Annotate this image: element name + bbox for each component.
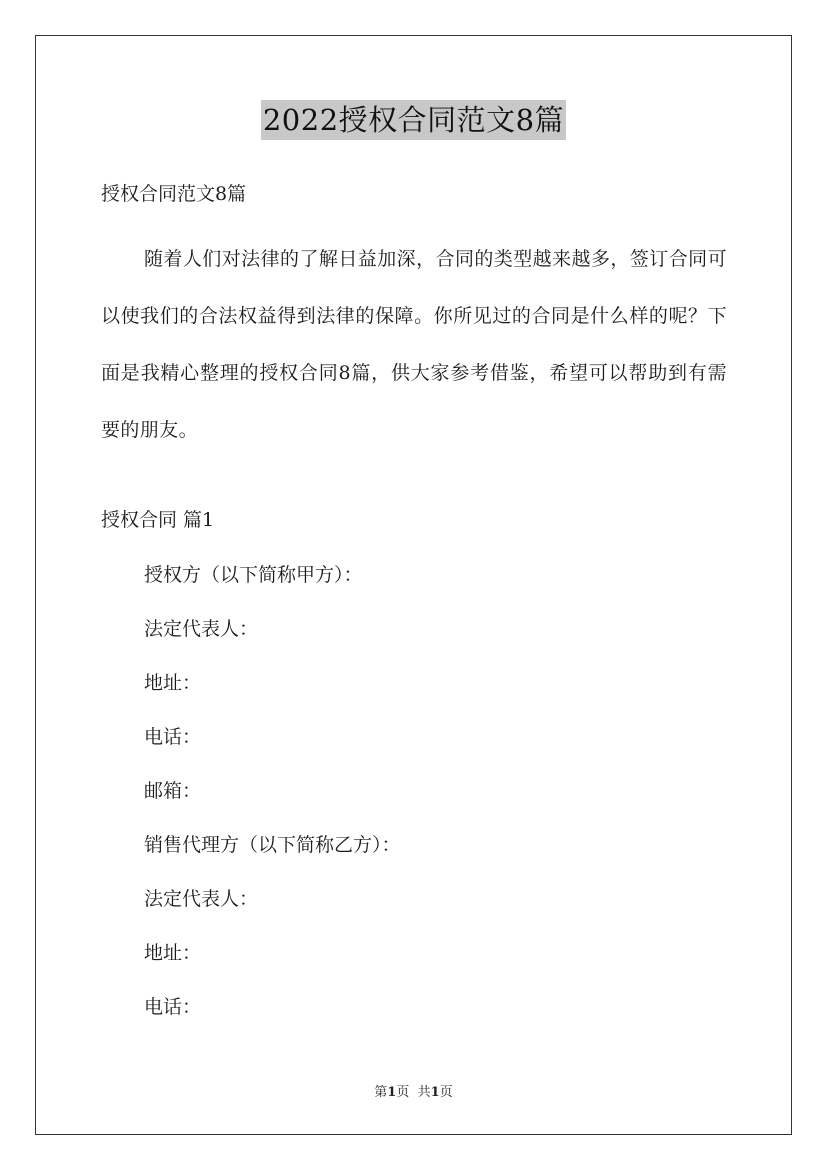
field-agent-address: 地址： <box>144 942 202 964</box>
field-agent-phone: 电话： <box>144 996 202 1018</box>
field-grantor-phone: 电话： <box>144 726 202 748</box>
field-grantor-legal-rep: 法定代表人： <box>144 618 259 640</box>
footer-page-number: 1 <box>387 1085 397 1100</box>
footer-total-suffix: 页 <box>439 1085 453 1100</box>
document-title: 2022授权合同范文8篇 <box>261 100 566 140</box>
field-agent: 销售代理方（以下简称乙方）： <box>144 834 401 856</box>
field-grantor-email: 邮箱： <box>144 780 202 802</box>
document-subtitle: 授权合同范文8篇 <box>101 183 247 205</box>
footer-total-prefix: 共 <box>417 1085 431 1100</box>
footer-page-suffix: 页 <box>396 1085 410 1100</box>
page-footer <box>0 1085 827 1101</box>
field-grantor: 授权方（以下简称甲方）： <box>144 564 363 586</box>
section-heading: 授权合同 篇1 <box>101 509 215 531</box>
title-container <box>0 100 827 140</box>
footer-page-prefix: 第 <box>374 1085 388 1100</box>
field-agent-legal-rep: 法定代表人： <box>144 888 259 910</box>
field-grantor-address: 地址： <box>144 672 202 694</box>
intro-paragraph: 随着人们对法律的了解日益加深，合同的类型越来越多，签订合同可以使我们的合法权益得到法律的保障。你所见过的合同是什么样的呢？下面是我精心整理的授权合同8篇，供大家参考借鉴，希望可以帮助到有需要的朋友。 <box>101 248 727 441</box>
footer-total-pages: 1 <box>430 1085 440 1100</box>
